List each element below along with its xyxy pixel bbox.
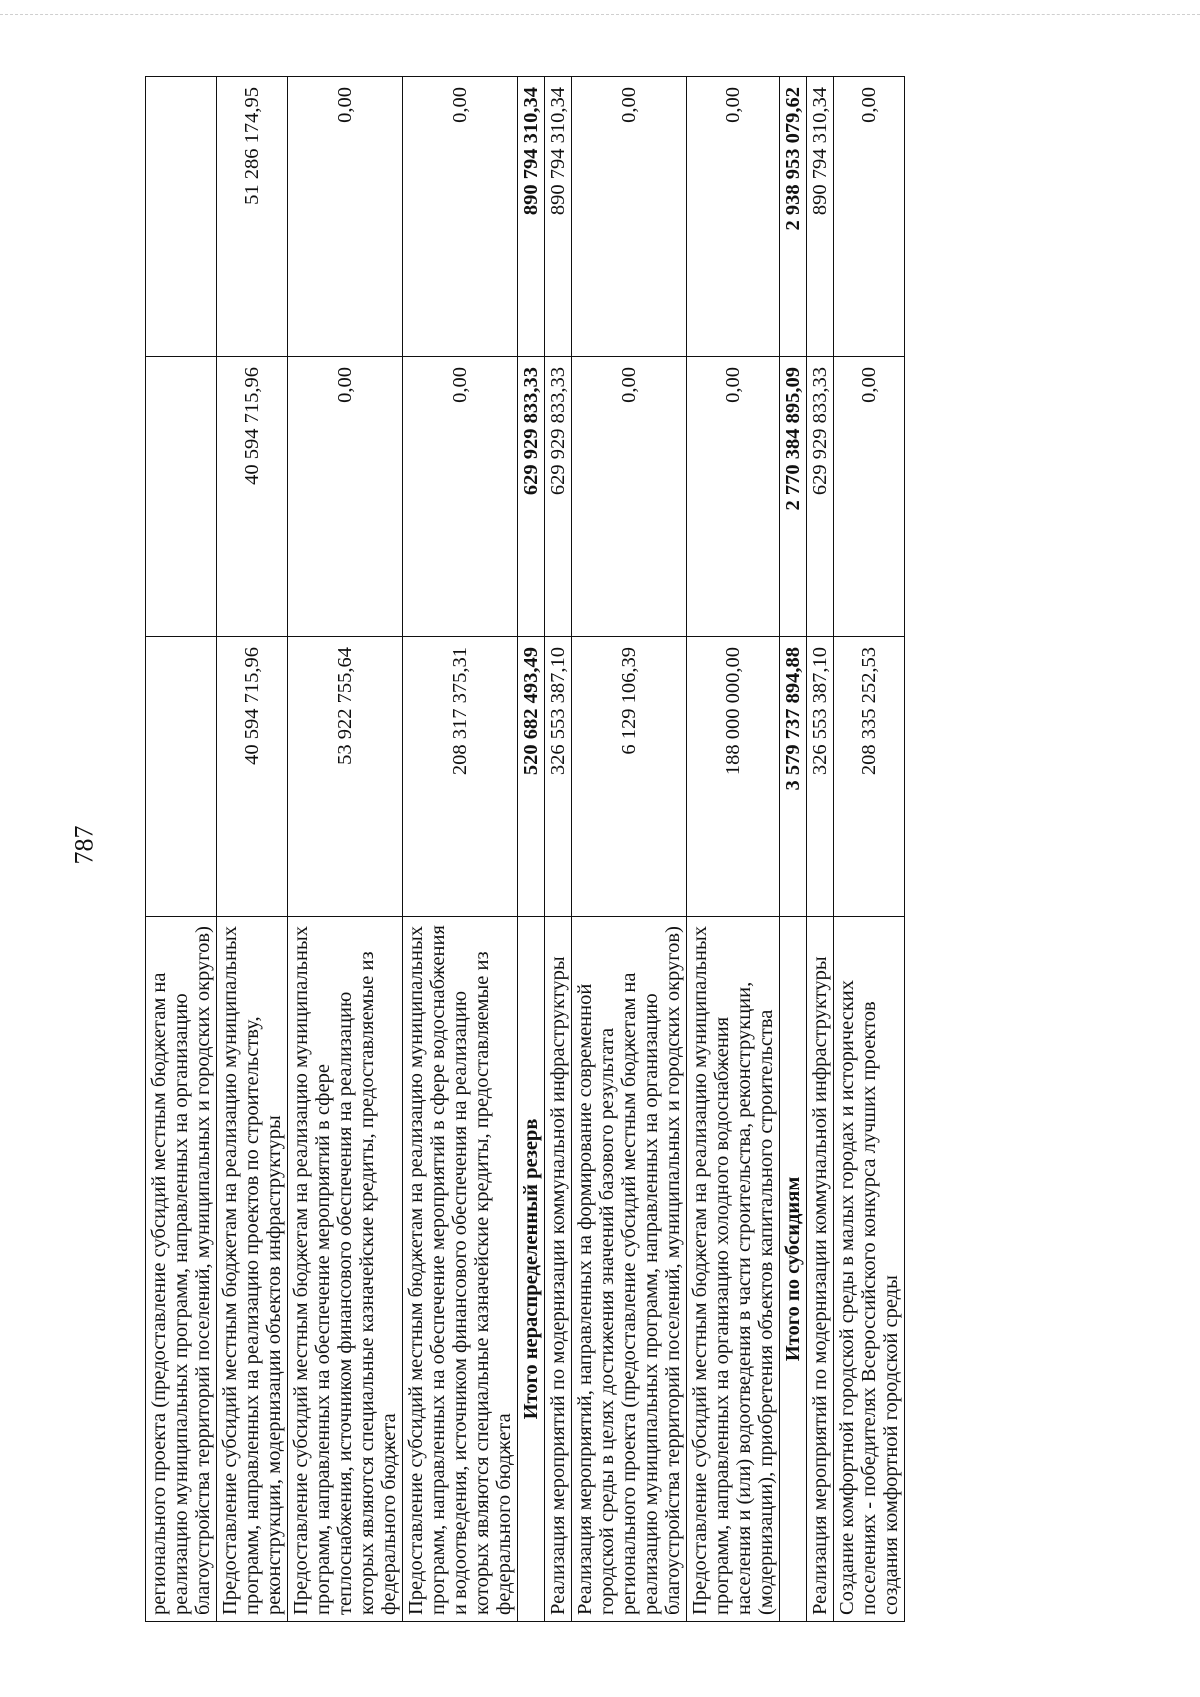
table-row [687, 77, 780, 1622]
amount-cell-year-2 [146, 357, 217, 637]
amount-cell-year-1: 40 594 715,96 [217, 637, 288, 917]
table-row [146, 77, 217, 1622]
amount-cell-year-3: 51 286 174,95 [217, 77, 288, 357]
description-cell: Предоставление субсидий местным бюджетам на реализацию муниципальных программ, направленных на обеспечение мероприятий в сфере теплоснабжения, источником финансового обеспечения на реализацию которых являются специальные казначейские кредиты, предоставляемые из федерального бюджета [288, 917, 403, 1622]
table-row [288, 77, 403, 1622]
table-row [807, 77, 834, 1622]
table-row [545, 77, 572, 1622]
amount-cell-year-3: 0,00 [572, 77, 687, 357]
amount-cell-year-3: 890 794 310,34 [545, 77, 572, 357]
amount-cell-year-3: 0,00 [403, 77, 518, 357]
amount-cell-year-1 [146, 637, 217, 917]
amount-cell-year-1: 326 553 387,10 [807, 637, 834, 917]
amount-cell-year-1: 326 553 387,10 [545, 637, 572, 917]
amount-cell-year-2: 0,00 [834, 357, 905, 637]
amount-cell-year-1: 53 922 755,64 [288, 637, 403, 917]
scan-edge-line [0, 14, 1200, 15]
amount-cell-year-1: 520 682 493,49 [518, 637, 545, 917]
amount-cell-year-3: 2 938 953 079,62 [780, 77, 807, 357]
amount-cell-year-3: 0,00 [834, 77, 905, 357]
table-row [403, 77, 518, 1622]
total-label-cell: Итого по субсидиям [780, 917, 807, 1622]
amount-cell-year-2: 0,00 [403, 357, 518, 637]
description-cell: Предоставление субсидий местным бюджетам на реализацию муниципальных программ, направленных на организацию холодного водоснабжения населения и (или) водоотведения в части строительства, реконструкции, (модернизации), приобретения объектов капитального строительства [687, 917, 780, 1622]
amount-cell-year-2: 2 770 384 895,09 [780, 357, 807, 637]
total-row [518, 77, 545, 1622]
amount-cell-year-2: 629 929 833,33 [545, 357, 572, 637]
amount-cell-year-3: 890 794 310,34 [518, 77, 545, 357]
amount-cell-year-3: 0,00 [687, 77, 780, 357]
amount-cell-year-1: 3 579 737 894,88 [780, 637, 807, 917]
description-cell: Реализация мероприятий по модернизации коммунальной инфраструктуры [545, 917, 572, 1622]
amount-cell-year-1: 6 129 106,39 [572, 637, 687, 917]
amount-cell-year-1: 208 317 375,31 [403, 637, 518, 917]
description-cell: Предоставление субсидий местным бюджетам на реализацию муниципальных программ, направленных на реализацию проектов по строительству, реконструкции, модернизации объектов инфраструктуры [217, 917, 288, 1622]
total-label-cell: Итого нераспределенный резерв [518, 917, 545, 1622]
amount-cell-year-3: 890 794 310,34 [807, 77, 834, 357]
amount-cell-year-2: 629 929 833,33 [518, 357, 545, 637]
page-number: 787 [69, 825, 99, 865]
description-cell: регионального проекта (предоставление субсидий местным бюджетам на реализацию муниципальных программ, направленных на организацию благоустройства территорий поселений, муниципальных и городских округов) [146, 917, 217, 1622]
description-cell: Предоставление субсидий местным бюджетам на реализацию муниципальных программ, направленных на обеспечение мероприятий в сфере водоснабжения и водоотведения, источником финансового обеспечения на реализацию которых являются специальные казначейские кредиты, предоставляемые из федерального бюджета [403, 917, 518, 1622]
subsidy-table [145, 76, 905, 1622]
total-row [780, 77, 807, 1622]
description-cell: Реализация мероприятий по модернизации коммунальной инфраструктуры [807, 917, 834, 1622]
amount-cell-year-3 [146, 77, 217, 357]
amount-cell-year-2: 0,00 [572, 357, 687, 637]
amount-cell-year-3: 0,00 [288, 77, 403, 357]
table-body [146, 77, 905, 1622]
amount-cell-year-1: 208 335 252,53 [834, 637, 905, 917]
table-row [217, 77, 288, 1622]
table-row [572, 77, 687, 1622]
rotated-table-sheet [145, 77, 970, 1622]
table-row [834, 77, 905, 1622]
amount-cell-year-2: 629 929 833,33 [807, 357, 834, 637]
amount-cell-year-2: 0,00 [687, 357, 780, 637]
amount-cell-year-2: 40 594 715,96 [217, 357, 288, 637]
amount-cell-year-1: 188 000 000,00 [687, 637, 780, 917]
amount-cell-year-2: 0,00 [288, 357, 403, 637]
description-cell: Реализация мероприятий, направленных на формирование современной городской среды в целях достижения значений базового результата регионального проекта (предоставление субсидий местным бюджетам на реализацию муниципальных программ, направленных на организацию благоустройства территорий поселений, муниципальных и городских округов) [572, 917, 687, 1622]
description-cell: Создание комфортной городской среды в малых городах и исторических поселениях - победителях Всероссийского конкурса лучших проектов создания комфортной городской среды [834, 917, 905, 1622]
